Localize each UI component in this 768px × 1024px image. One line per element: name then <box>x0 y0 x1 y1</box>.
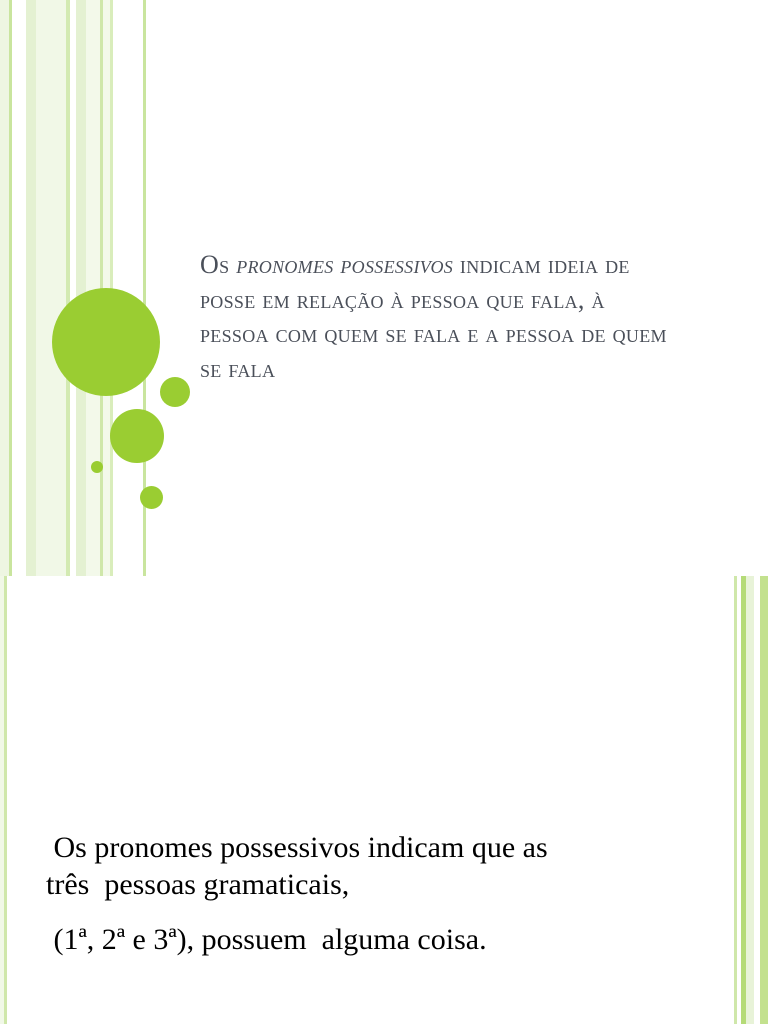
stripe <box>76 0 86 576</box>
circle-small <box>140 486 163 509</box>
stripe <box>4 576 7 1024</box>
title-text-start: Os <box>200 250 237 279</box>
body-line-1: Os pronomes possessivos indicam que as <box>46 831 548 864</box>
circle-tiny <box>91 461 103 473</box>
stripe <box>26 0 36 576</box>
title-italic-text: pronomes possessivos <box>236 250 454 279</box>
stripe <box>746 576 754 1024</box>
circle-medium <box>110 409 164 463</box>
stripe <box>0 0 9 576</box>
slide-2 <box>0 576 768 1024</box>
stripe <box>760 576 768 1024</box>
circle-small <box>160 377 190 407</box>
circle-large <box>52 288 160 396</box>
stripe <box>36 0 66 576</box>
slide-title <box>200 248 670 386</box>
title-text-rest: indicam ideia de posse em relação à pessoa que fala, à pessoa com quem se fala e a pessoa de quem se fala <box>200 250 667 383</box>
stripe <box>12 0 26 576</box>
body-line-3: (1ª, 2ª e 3ª), possuem alguma coisa. <box>46 923 487 956</box>
body-line-2: três pessoas gramaticais, <box>46 868 350 901</box>
